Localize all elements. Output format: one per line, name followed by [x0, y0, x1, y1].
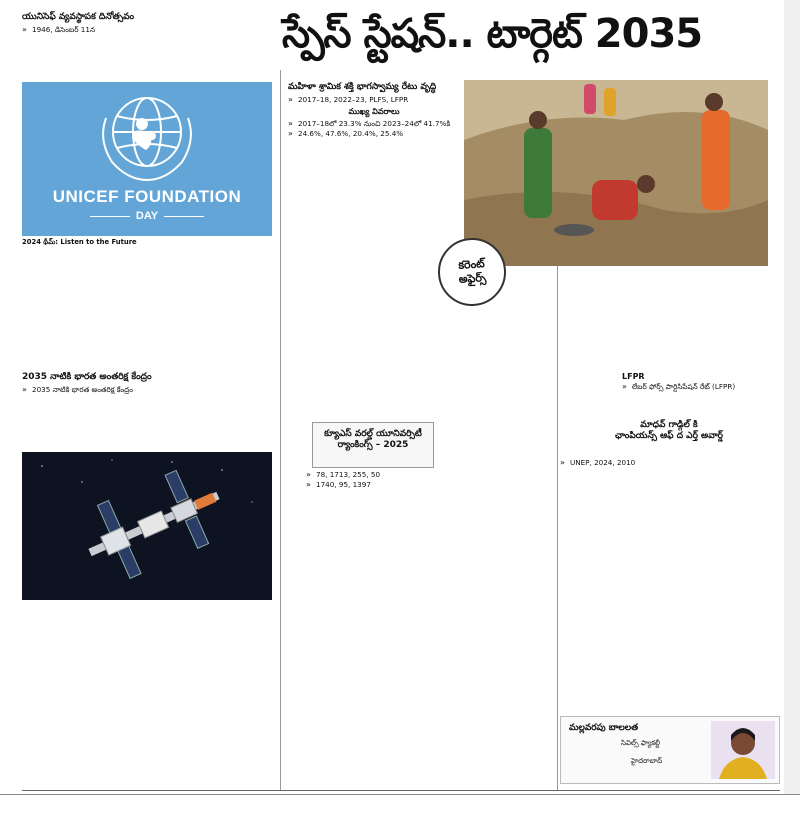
women-workforce-figures: » 2017–18, 2022–23, PLFS, LFPR: [288, 95, 460, 105]
space-station-photo: [22, 452, 272, 600]
space-station-intro: » 2035 నాటికి భారత అంతరిక్ష కేంద్రం: [22, 385, 272, 395]
column-divider: [280, 70, 281, 790]
column-divider: [557, 266, 558, 790]
stats-bullet: » 24.6%, 47.6%, 20.4%, 25.4%: [288, 129, 460, 139]
next-headline-cutoff: [0, 794, 800, 815]
author-name: మల్లవరపు బాలలత: [569, 723, 639, 733]
space-station-heading: 2035 నాటికి భారత అంతరిక్ష కేంద్రం: [22, 372, 152, 382]
unicef-poster-title: UNICEF FOUNDATION: [52, 187, 242, 206]
women-workers-photo: [464, 80, 768, 266]
author-place: హైదరాబాద్: [631, 757, 663, 765]
qs-figures: » 78, 1713, 255, 50: [306, 470, 432, 480]
author-photo: [711, 721, 775, 779]
unicef-heading: యునిసెఫ్ వ్యవస్థాపక దినోత్సవం: [22, 12, 135, 22]
current-affairs-line: అఫైర్స్: [458, 271, 487, 286]
qs-rankings-heading-box: [312, 422, 434, 468]
champions-heading: మాధవ్ గాడ్గిల్ కి: [640, 420, 698, 430]
unicef-details: [22, 238, 272, 248]
unicef-poster: [22, 82, 272, 236]
current-affairs-line: కరెంట్: [457, 257, 486, 272]
page-bottom-rule: [22, 790, 780, 791]
unicef-article: [22, 10, 272, 35]
space-station-illustration: [22, 452, 272, 600]
champions-subheading: ఛాంపియన్స్ ఆఫ్ ద ఎర్త్ అవార్డ్: [614, 431, 724, 442]
lfpr-block: [622, 372, 778, 392]
champions-figures: » UNEP, 2024, 2010: [560, 458, 778, 468]
stats-heading: ముఖ్య వివరాలు: [348, 107, 400, 117]
author-role: సివిల్స్ ఫ్యాకల్టీ: [621, 739, 660, 747]
space-station-article: [22, 370, 272, 395]
unicef-logo-icon: [92, 88, 202, 188]
women-workforce-article: [288, 80, 460, 139]
lfpr-text: » లేబర్ ఫోర్స్ పార్టిసిపేషన్ రేట్ (LFPR): [622, 382, 778, 392]
unicef-intro: » 1946, డిసెంబర్ 11న: [22, 25, 272, 35]
champions-award-heading-box: [560, 420, 778, 454]
qs-figures: » 1740, 95, 1397: [306, 480, 432, 490]
champions-body: [560, 458, 778, 468]
qs-rankings-body: [306, 470, 432, 490]
unicef-poster-subtitle: DAY: [22, 210, 272, 224]
stats-bullet: » 2017–18లో 23.3% నుంచి 2023–24లో 41.7%కి: [288, 119, 460, 129]
lfpr-heading: LFPR: [622, 372, 645, 381]
author-box: [560, 716, 780, 784]
unicef-theme: 2024 థీమ్: Listen to the Future: [22, 238, 137, 246]
author-portrait-icon: [711, 721, 775, 779]
page-headline: స్పేస్ స్టేషన్.. టార్గెట్ 2035: [282, 11, 703, 57]
women-workforce-heading: మహిళా శ్రామిక శక్తి భాగస్వామ్య రేటు వృద్ధి: [288, 82, 437, 92]
women-workers-illustration: [464, 80, 768, 266]
qs-rankings-heading: క్యూఎస్ వరల్డ్ యూనివర్సిటీ ర్యాంకింగ్స్ – 2025: [324, 429, 422, 451]
adjacent-page-strip: [784, 0, 800, 814]
